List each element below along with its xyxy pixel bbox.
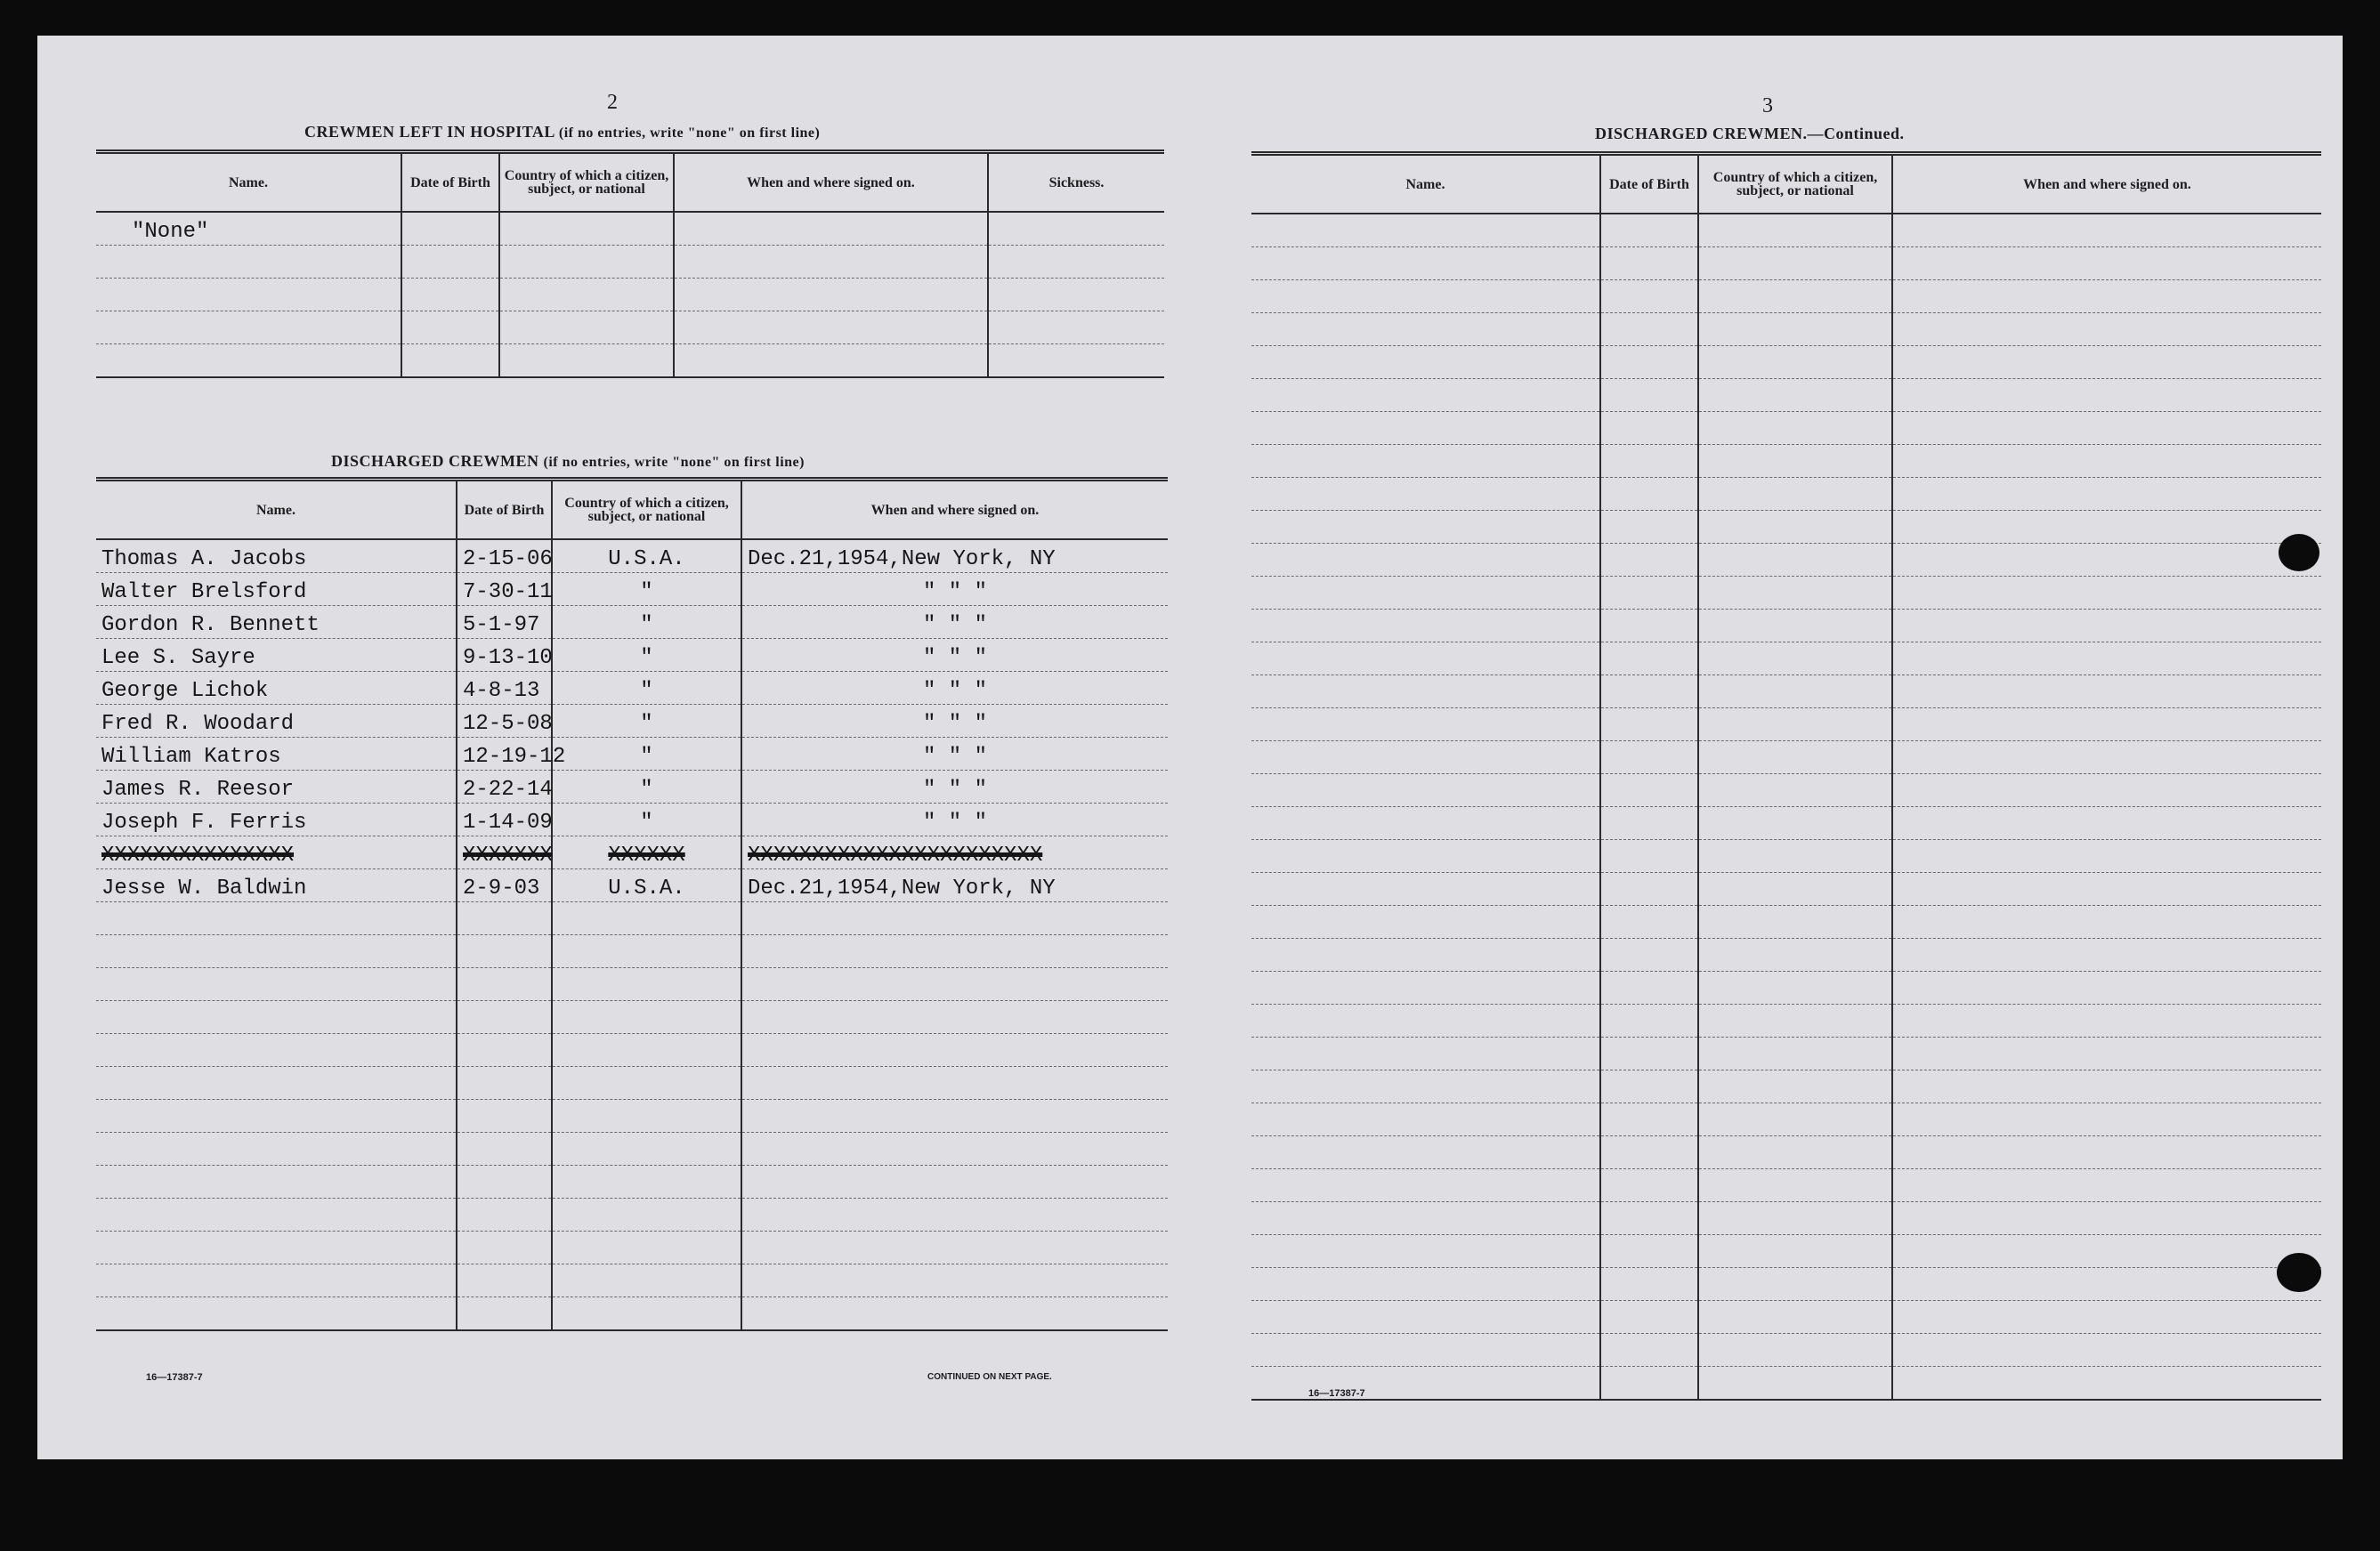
discharged-section-title	[331, 452, 805, 471]
hospital-note: (if no entries, write "none" on first line)	[558, 125, 821, 141]
form-number: 16—17387-7	[146, 1372, 203, 1383]
blank-row	[1251, 313, 2321, 346]
table-row	[96, 311, 1164, 344]
struck-country: XXXXXX	[552, 836, 741, 869]
blank-row	[1251, 511, 2321, 544]
hospital-entry: "None"	[96, 212, 401, 246]
crewman-dob: 2-15-06	[457, 539, 552, 573]
crewman-signed: " " "	[741, 804, 1168, 836]
blank-row	[1251, 873, 2321, 906]
blank-row	[1251, 1169, 2321, 1202]
table-row	[96, 705, 1168, 738]
header-signed: When and where signed on.	[674, 152, 988, 213]
blank-row	[1251, 1202, 2321, 1235]
hospital-header-row	[96, 152, 1164, 213]
blank-row	[1251, 1334, 2321, 1367]
blank-row	[1251, 379, 2321, 412]
blank-row	[96, 1166, 1168, 1199]
page-number: 2	[607, 91, 618, 114]
table-row	[96, 606, 1168, 639]
form-sheet	[37, 36, 2343, 1459]
blank-row	[1251, 774, 2321, 807]
hospital-table	[96, 149, 1164, 378]
blank-row	[96, 1133, 1168, 1166]
table-row	[96, 672, 1168, 705]
hospital-title: CREWMEN LEFT IN HOSPITAL	[304, 123, 555, 141]
blank-row	[1251, 280, 2321, 313]
blank-row	[1251, 1301, 2321, 1334]
blank-row	[1251, 807, 2321, 840]
blank-row	[96, 935, 1168, 968]
header-dob: Date of Birth	[401, 152, 499, 213]
crewman-dob: 5-1-97	[457, 606, 552, 639]
header-country: Country of which a citizen, subject, or national	[499, 152, 674, 213]
table-row	[96, 738, 1168, 771]
header-sickness: Sickness.	[988, 152, 1164, 213]
crewman-dob: 2-22-14	[457, 771, 552, 804]
continued-note: CONTINUED ON NEXT PAGE.	[927, 1372, 1052, 1382]
blank-row	[1251, 1268, 2321, 1301]
blank-row	[1251, 1235, 2321, 1268]
crewman-dob: 1-14-09	[457, 804, 552, 836]
header-name: Name.	[1251, 154, 1600, 214]
blank-row	[1251, 1070, 2321, 1103]
blank-row	[96, 1264, 1168, 1297]
blank-row	[1251, 1103, 2321, 1136]
crewman-name: Gordon R. Bennett	[96, 606, 457, 639]
discharged-note: (if no entries, write "none" on first line)	[543, 455, 805, 470]
crewman-signed: " " "	[741, 573, 1168, 606]
blank-row	[1251, 1038, 2321, 1070]
crewman-country: "	[552, 804, 741, 836]
crewman-signed: " " "	[741, 771, 1168, 804]
blank-row	[1251, 1005, 2321, 1038]
discharged-body	[96, 539, 1168, 1330]
punch-hole	[2277, 1253, 2321, 1292]
blank-row	[96, 1034, 1168, 1067]
struck-dob: XXXXXXX	[457, 836, 552, 869]
punch-hole	[2279, 534, 2319, 571]
blank-row	[1251, 214, 2321, 247]
crewman-country: "	[552, 672, 741, 705]
right-page	[1203, 36, 2343, 1459]
blank-row	[1251, 741, 2321, 774]
crewman-country: "	[552, 606, 741, 639]
blank-row	[1251, 906, 2321, 939]
blank-row	[1251, 708, 2321, 741]
blank-row	[96, 1297, 1168, 1331]
crewman-country: "	[552, 705, 741, 738]
header-dob: Date of Birth	[1600, 154, 1698, 214]
crewman-signed: " " "	[741, 705, 1168, 738]
blank-row	[96, 1199, 1168, 1232]
crewman-dob: 7-30-11	[457, 573, 552, 606]
blank-row	[96, 1001, 1168, 1034]
blank-row	[1251, 675, 2321, 708]
crewman-signed: Dec.21,1954,New York, NY	[741, 539, 1168, 573]
crewman-signed: " " "	[741, 606, 1168, 639]
table-row	[96, 344, 1164, 378]
header-name: Name.	[96, 152, 401, 213]
struck-signed: XXXXXXXXXXXXXXXXXXXXXXX	[741, 836, 1168, 869]
crewman-country: U.S.A.	[552, 539, 741, 573]
crewman-dob: 4-8-13	[457, 672, 552, 705]
blank-row	[1251, 642, 2321, 675]
crewman-name: James R. Reesor	[96, 771, 457, 804]
blank-row	[96, 968, 1168, 1001]
continued-body	[1251, 214, 2321, 1400]
hospital-section-title	[304, 123, 820, 141]
crewman-name: Jesse W. Baldwin	[96, 869, 457, 902]
blank-row	[1251, 939, 2321, 972]
discharged-title: DISCHARGED CREWMEN	[331, 452, 539, 470]
struck-name: XXXXXXXXXXXXXXX	[96, 836, 457, 869]
blank-row	[96, 1100, 1168, 1133]
crewman-name: Joseph F. Ferris	[96, 804, 457, 836]
crewman-country: "	[552, 573, 741, 606]
header-signed: When and where signed on.	[1892, 154, 2321, 214]
discharged-header-row	[96, 480, 1168, 540]
header-signed: When and where signed on.	[741, 480, 1168, 540]
crewman-dob: 12-5-08	[457, 705, 552, 738]
blank-row	[1251, 577, 2321, 610]
crewman-name: Walter Brelsford	[96, 573, 457, 606]
table-row	[96, 539, 1168, 573]
blank-row	[1251, 478, 2321, 511]
table-row	[96, 212, 1164, 246]
blank-row	[96, 1232, 1168, 1264]
continued-header-row	[1251, 154, 2321, 214]
blank-row	[1251, 840, 2321, 873]
blank-row	[1251, 1136, 2321, 1169]
blank-row	[1251, 1367, 2321, 1401]
blank-row	[1251, 346, 2321, 379]
blank-row	[1251, 544, 2321, 577]
table-row	[96, 573, 1168, 606]
discharged-table	[96, 477, 1168, 1331]
header-country: Country of which a citizen, subject, or national	[552, 480, 741, 540]
table-row-struck	[96, 836, 1168, 869]
blank-row	[1251, 412, 2321, 445]
crewman-name: Lee S. Sayre	[96, 639, 457, 672]
table-row	[96, 771, 1168, 804]
crewman-dob: 12-19-12	[457, 738, 552, 771]
table-row	[96, 246, 1164, 279]
crewman-signed: " " "	[741, 738, 1168, 771]
crewman-country: "	[552, 738, 741, 771]
blank-row	[1251, 445, 2321, 478]
header-name: Name.	[96, 480, 457, 540]
right-title: DISCHARGED CREWMEN.—Continued.	[1595, 125, 1905, 142]
crewman-name: Thomas A. Jacobs	[96, 539, 457, 573]
crewman-name: Fred R. Woodard	[96, 705, 457, 738]
crewman-country: "	[552, 639, 741, 672]
crewman-dob: 2-9-03	[457, 869, 552, 902]
crewman-dob: 9-13-10	[457, 639, 552, 672]
crewman-signed: " " "	[741, 639, 1168, 672]
crewman-country: U.S.A.	[552, 869, 741, 902]
form-number: 16—17387-7	[1308, 1388, 1365, 1399]
table-row	[96, 804, 1168, 836]
table-row	[96, 639, 1168, 672]
header-dob: Date of Birth	[457, 480, 552, 540]
table-row	[96, 869, 1168, 902]
left-page	[37, 36, 1203, 1459]
page-number: 3	[1762, 94, 1773, 117]
table-row	[96, 279, 1164, 311]
crewman-signed: Dec.21,1954,New York, NY	[741, 869, 1168, 902]
blank-row	[1251, 972, 2321, 1005]
blank-row	[1251, 610, 2321, 642]
blank-row	[1251, 247, 2321, 280]
blank-row	[96, 1067, 1168, 1100]
blank-row	[96, 902, 1168, 935]
crewman-name: George Lichok	[96, 672, 457, 705]
header-country: Country of which a citizen, subject, or national	[1698, 154, 1892, 214]
crewman-name: William Katros	[96, 738, 457, 771]
discharged-continued-table	[1251, 151, 2321, 1401]
crewman-signed: " " "	[741, 672, 1168, 705]
crewman-country: "	[552, 771, 741, 804]
